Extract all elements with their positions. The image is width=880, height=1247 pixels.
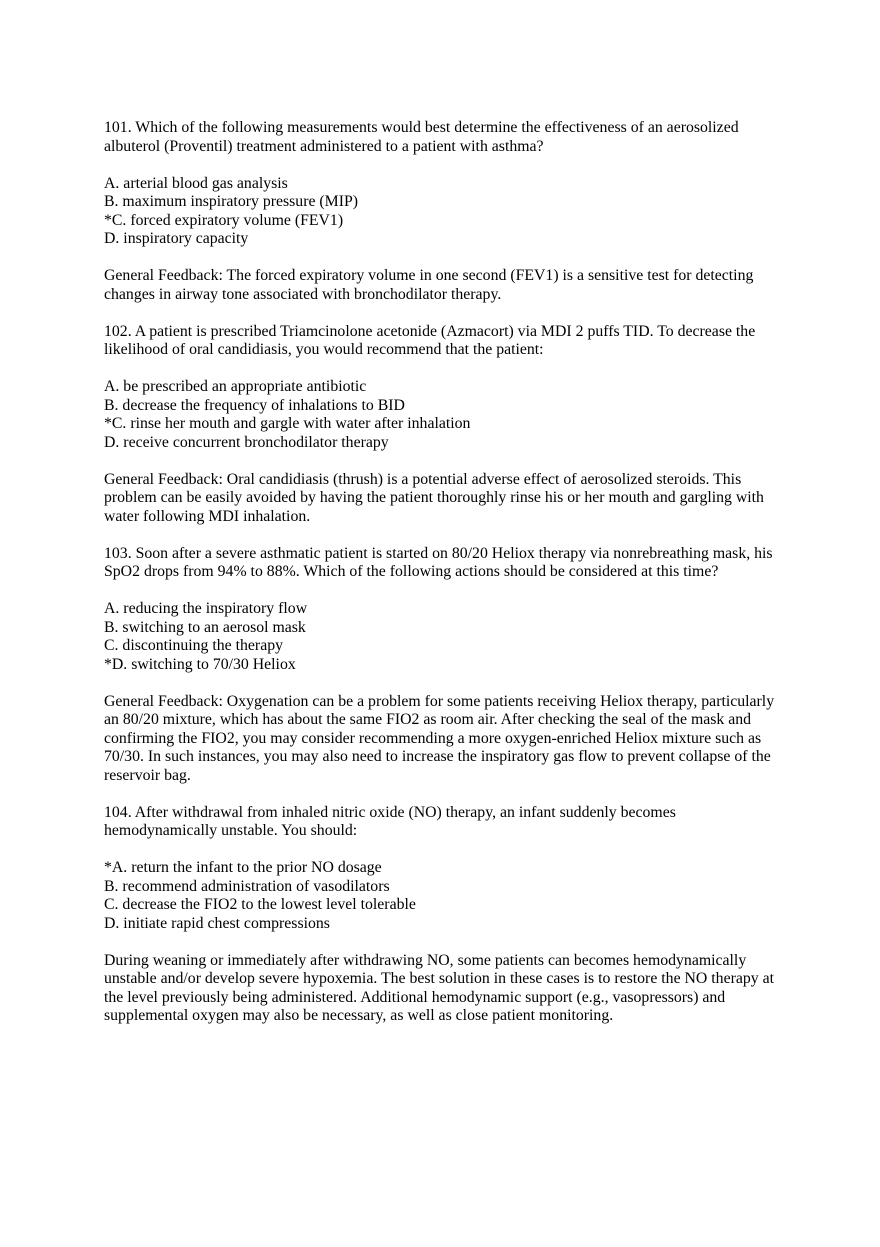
answer-option-d: D. inspiratory capacity [104,230,249,247]
question-stem: 104. After withdrawal from inhaled nitric oxide (NO) therapy, an infant suddenly becomes hemodynamically unstable. You should: [104,803,676,839]
answer-option-c: C. decrease the FIO2 to the lowest level tolerable [104,896,416,913]
answer-option-b: B. recommend administration of vasodilators [104,877,390,895]
answer-option-b: B. switching to an aerosol mask [104,618,306,636]
answer-option-a: *A. return the infant to the prior NO dosage [104,859,382,876]
question-feedback: During weaning or immediately after withdrawing NO, some patients can becomes hemodynamically unstable and/or develop severe hypoxemia. The best solution in these cases is to restore the NO therapy at the level previously being administered. Additional hemodynamic support (e.g., vasopressors) and supplemental oxygen may also be necessary, as well as close patient monitoring. [104,951,775,1024]
answer-options [104,859,780,933]
question-104 [104,804,780,1026]
document-content [104,119,780,1026]
question-stem: 102. A patient is prescribed Triamcinolone acetonide (Azmacort) via MDI 2 puffs TID. To decrease the likelihood of oral candidiasis, you would recommend that the patient: [104,322,756,358]
answer-options [104,600,780,674]
answer-option-b: B. decrease the frequency of inhalations to BID [104,396,405,414]
question-103 [104,545,780,786]
question-101 [104,119,780,304]
answer-options [104,378,780,452]
answer-option-d: *D. switching to 70/30 Heliox [104,655,296,673]
answer-option-a: A. be prescribed an appropriate antibiotic [104,378,367,395]
question-stem: 103. Soon after a severe asthmatic patient is started on 80/20 Heliox therapy via nonrebreathing mask, his SpO2 drops from 94% to 88%. Which of the following actions should be considered at this time? [104,544,773,580]
question-feedback: General Feedback: The forced expiratory volume in one second (FEV1) is a sensitive test for detecting changes in airway tone associated with bronchodilator therapy. [104,267,754,303]
answer-option-d: D. initiate rapid chest compressions [104,914,330,932]
answer-options [104,175,780,249]
answer-option-d: D. receive concurrent bronchodilator therapy [104,433,389,451]
answer-option-c: C. discontinuing the therapy [104,637,284,654]
question-102 [104,323,780,527]
question-feedback: General Feedback: Oral candidiasis (thrush) is a potential adverse effect of aerosolized steroids. This problem can be easily avoided by having the patient thoroughly rinse his or her mouth and gargling with water following MDI inhalation. [104,470,764,525]
question-feedback: General Feedback: Oxygenation can be a problem for some patients receiving Heliox therapy, particularly an 80/20 mixture, which has about the same FIO2 as room air. After checking the seal of the mask and confirming the FIO2, you may consider recommending a more oxygen-enriched Heliox mixture such as 70/30. In such instances, you may also need to increase the inspiratory gas flow to prevent collapse of the reservoir bag. [104,692,775,784]
answer-option-a: A. reducing the inspiratory flow [104,600,308,617]
answer-option-a: A. arterial blood gas analysis [104,174,288,192]
answer-option-b: B. maximum inspiratory pressure (MIP) [104,193,359,210]
question-stem: 101. Which of the following measurements would best determine the effectiveness of an aerosolized albuterol (Proventil) treatment administered to a patient with asthma? [104,119,739,155]
answer-option-c: *C. forced expiratory volume (FEV1) [104,211,344,229]
answer-option-c: *C. rinse her mouth and gargle with water after inhalation [104,415,471,432]
